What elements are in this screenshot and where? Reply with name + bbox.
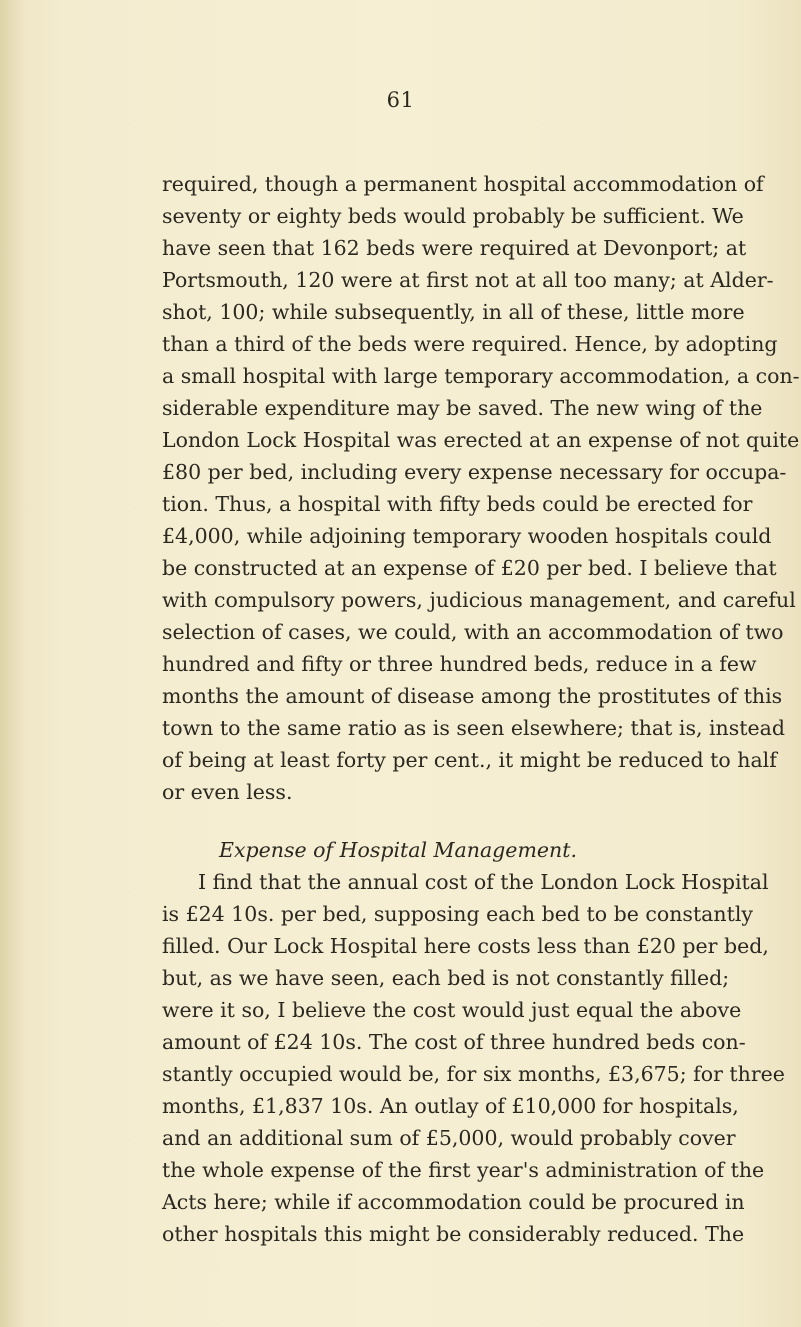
text-line: and an additional sum of £5,000, would probably cover bbox=[162, 1126, 736, 1150]
text-line: is £24 10s. per bed, supposing each bed to be constantly bbox=[162, 902, 753, 926]
text-line: were it so, I believe the cost would just equal the above bbox=[162, 998, 742, 1022]
text-line: with compulsory powers, judicious management, and careful bbox=[162, 588, 796, 612]
text-line: months the amount of disease among the prostitutes of this bbox=[162, 684, 783, 708]
page-edge-shadow bbox=[0, 0, 24, 1327]
text-line: the whole expense of the first year's administration of the bbox=[162, 1158, 765, 1182]
text-line: or even less. bbox=[162, 780, 293, 804]
text-line: £4,000, while adjoining temporary wooden hospitals could bbox=[162, 524, 772, 548]
text-line: I find that the annual cost of the London Lock Hospital bbox=[198, 870, 769, 894]
text-line: have seen that 162 beds were required at Devonport; at bbox=[162, 236, 747, 260]
text-line: Acts here; while if accommodation could be procured in bbox=[162, 1190, 745, 1214]
body-text bbox=[162, 168, 800, 1250]
text-line: than a third of the beds were required. Hence, by adopting bbox=[162, 332, 778, 356]
text-line: stantly occupied would be, for six months, £3,675; for three bbox=[162, 1062, 785, 1086]
text-line: filled. Our Lock Hospital here costs less than £20 per bed, bbox=[162, 934, 769, 958]
text-line: a small hospital with large temporary accommodation, a con- bbox=[162, 364, 800, 388]
text-line: amount of £24 10s. The cost of three hundred beds con- bbox=[162, 1030, 746, 1054]
text-line: hundred and fifty or three hundred beds, reduce in a few bbox=[162, 652, 757, 676]
text-line: town to the same ratio as is seen elsewhere; that is, instead bbox=[162, 716, 785, 740]
section-heading: Expense of Hospital Management. bbox=[219, 838, 577, 862]
text-line: required, though a permanent hospital accommodation of bbox=[162, 172, 764, 196]
text-line: be constructed at an expense of £20 per bed. I believe that bbox=[162, 556, 777, 580]
text-line: of being at least forty per cent., it might be reduced to half bbox=[162, 748, 777, 772]
text-line: £80 per bed, including every expense necessary for occupa- bbox=[162, 460, 787, 484]
text-line: shot, 100; while subsequently, in all of these, little more bbox=[162, 300, 745, 324]
text-line: siderable expenditure may be saved. The new wing of the bbox=[162, 396, 763, 420]
text-line: London Lock Hospital was erected at an expense of not quite bbox=[162, 428, 800, 452]
text-line: but, as we have seen, each bed is not constantly filled; bbox=[162, 966, 730, 990]
paragraph-2 bbox=[162, 866, 785, 1250]
text-line: seventy or eighty beds would probably be sufficient. We bbox=[162, 204, 744, 228]
text-line: selection of cases, we could, with an accommodation of two bbox=[162, 620, 784, 644]
text-line: other hospitals this might be considerably reduced. The bbox=[162, 1222, 745, 1246]
page-number: 61 bbox=[386, 88, 415, 112]
text-line: Portsmouth, 120 were at first not at all too many; at Alder- bbox=[162, 268, 774, 292]
text-line: months, £1,837 10s. An outlay of £10,000 for hospitals, bbox=[162, 1094, 739, 1118]
paragraph-1 bbox=[162, 168, 800, 808]
text-line: tion. Thus, a hospital with fifty beds could be erected for bbox=[162, 492, 753, 516]
